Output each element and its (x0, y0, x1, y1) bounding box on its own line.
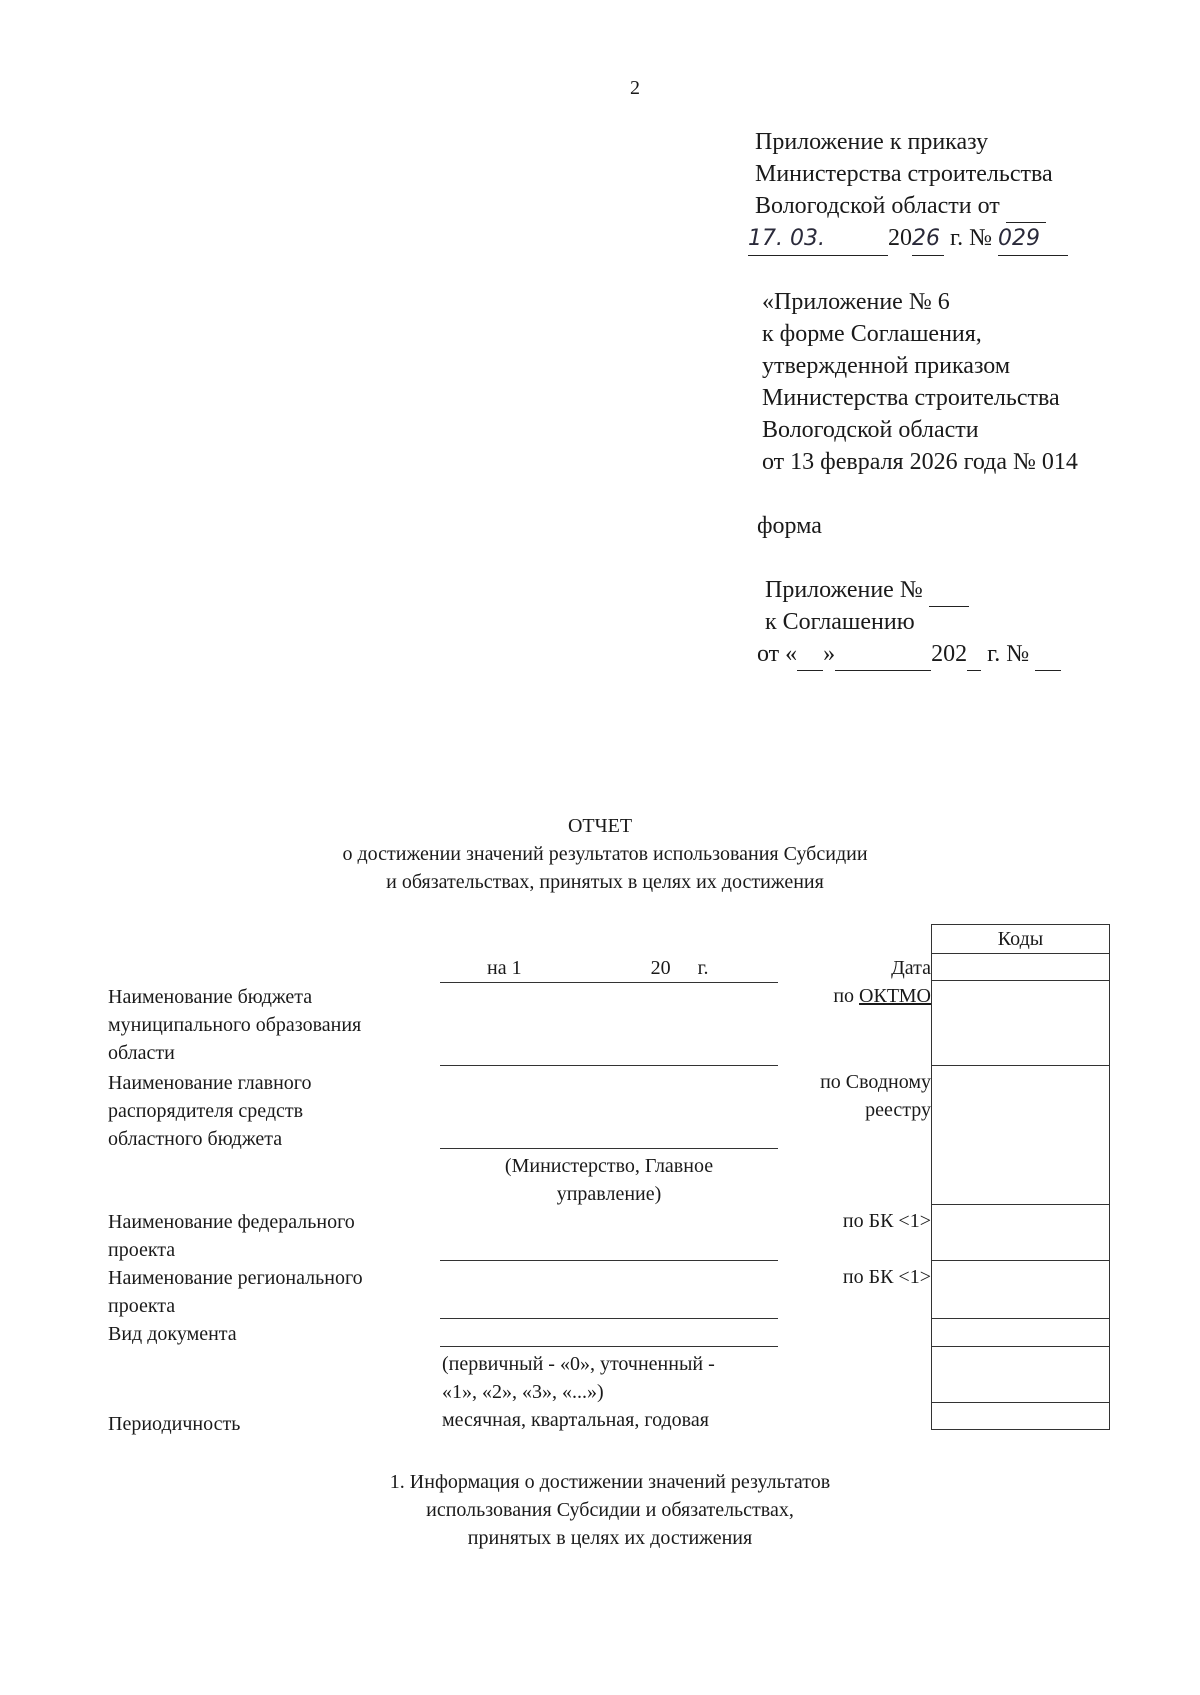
regional-label-1: Наименование регионального (108, 1267, 363, 1289)
report-title: ОТЧЕТ (567, 815, 633, 837)
appendix6-line-6: от 13 февраля 2026 года № 014 (762, 449, 1078, 475)
approval-line-3: Вологодской области от (755, 190, 1046, 223)
appendix6-line-5: Вологодской области (762, 417, 979, 443)
code-svod-label-1: по Сводному (820, 1071, 931, 1093)
code-bk2-label: по БК <1> (842, 1266, 931, 1288)
approval-line-2: Министерства строительства (755, 161, 1053, 187)
codes-header: Коды (997, 928, 1044, 950)
doc-type-hint-2: «1», «2», «3», «...») (442, 1381, 604, 1403)
handwritten-year: 26 (912, 226, 940, 251)
doc-type-field-line (440, 1346, 778, 1347)
appendix6-line-2: к форме Соглашения, (762, 321, 982, 347)
budget-label-3: области (108, 1042, 175, 1064)
codes-box (931, 924, 1110, 1430)
report-subtitle-2: и обязательствах, принятых в целях их достижения (386, 871, 824, 893)
form-label: форма (757, 513, 822, 539)
appendix6-line-4: Министерства строительства (762, 385, 1060, 411)
handwritten-date: 17. 03. (748, 226, 825, 251)
periodicity-label: Периодичность (108, 1413, 241, 1435)
federal-label-2: проекта (108, 1239, 176, 1261)
appendix6-line-1: «Приложение № 6 (762, 289, 950, 315)
budget-label-1: Наименование бюджета (108, 986, 313, 1008)
regional-label-2: проекта (108, 1295, 176, 1317)
agreement-app-line-2: к Соглашению (765, 609, 915, 635)
code-svod-label-2: реестру (865, 1099, 931, 1121)
doc-type-label: Вид документа (108, 1323, 237, 1345)
agreement-app-line-1: Приложение № (765, 574, 969, 607)
appendix6-line-3: утвержденной приказом (762, 353, 1011, 379)
grbs-field-line (440, 1148, 778, 1149)
grbs-label-1: Наименование главного (108, 1072, 312, 1094)
grbs-label-2: распорядителя средств (108, 1100, 304, 1122)
code-oktmo-label: по ОКТМО (833, 985, 931, 1007)
report-date-line: на 1 20 г. (487, 954, 709, 983)
section1-heading-1: 1. Информация о достижении значений результатов (389, 1471, 831, 1493)
section1-heading-3: принятых в целях их достижения (467, 1527, 753, 1549)
budget-label-2: муниципального образования (108, 1014, 362, 1036)
federal-label-1: Наименование федерального (108, 1211, 355, 1233)
grbs-hint-2: управление) (556, 1183, 662, 1205)
page-number: 2 (630, 77, 640, 99)
grbs-label-3: областного бюджета (108, 1128, 283, 1150)
approval-line-1: Приложение к приказу (755, 129, 989, 155)
code-bk1-label: по БК <1> (842, 1210, 931, 1232)
regional-field-line (440, 1318, 778, 1319)
budget-field-line (440, 1065, 778, 1066)
section1-heading-2: использования Субсидии и обязательствах, (426, 1499, 794, 1521)
report-subtitle-1: о достижении значений результатов использования Субсидии (342, 843, 868, 865)
code-date-label: Дата (891, 957, 931, 979)
periodicity-value: месячная, квартальная, годовая (442, 1409, 709, 1431)
agreement-app-line-3: от « » 202 г. № (757, 638, 1061, 671)
doc-type-hint-1: (первичный - «0», уточненный - (442, 1353, 715, 1375)
handwritten-number: 029 (998, 226, 1041, 251)
approval-date-line: 17. 03. 2026 г. № 029 (748, 222, 1068, 256)
grbs-hint-1: (Министерство, Главное (504, 1155, 714, 1177)
federal-field-line (440, 1260, 778, 1261)
